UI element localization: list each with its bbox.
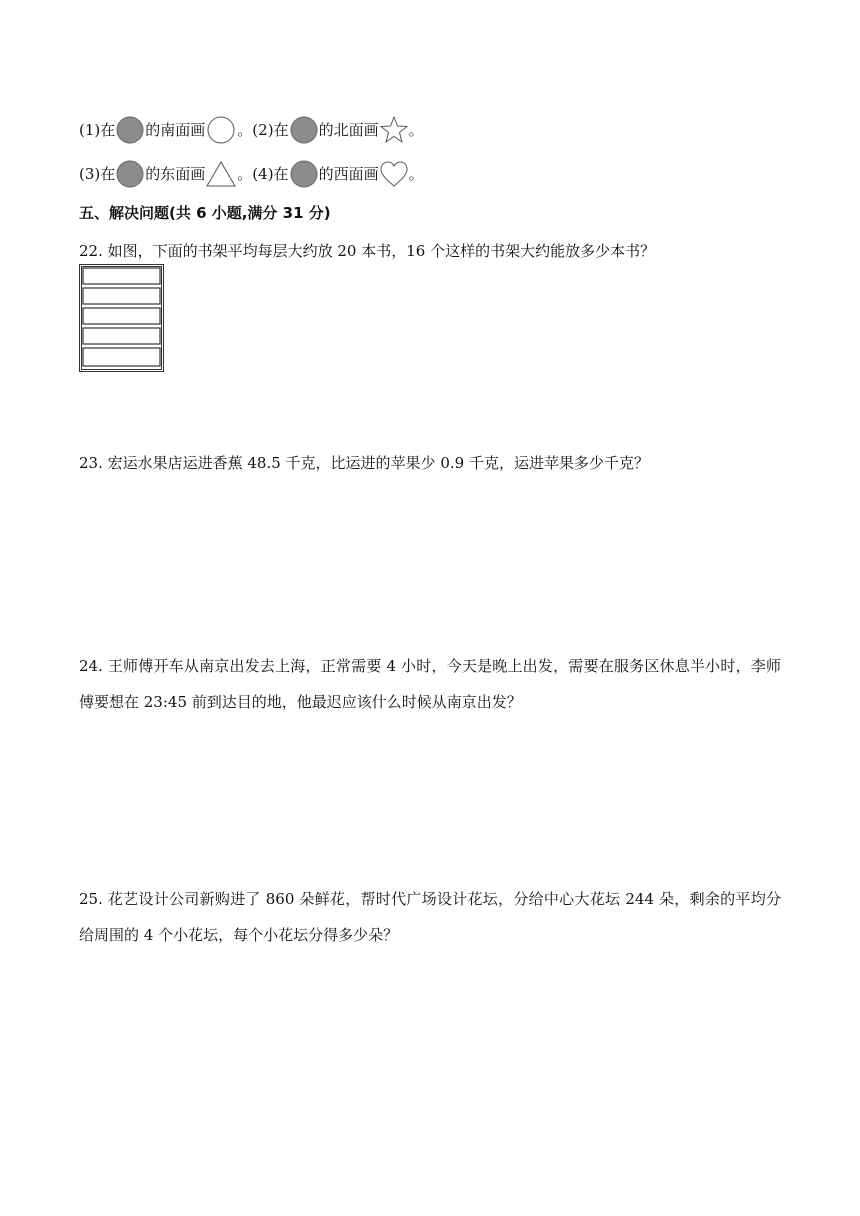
filled-circle-icon [289, 116, 319, 144]
item-3-pre: 在 [100, 165, 116, 183]
question-25: 25. 花艺设计公司新购进了 860 朵鲜花，帮时代广场设计花坛，分给中心大花坛 244 朵，剩余的平均分给周围的 4 个小花坛，每个小花坛分得多少朵？ [79, 890, 781, 944]
question-23: 23. 宏运水果店运进香蕉 48.5 千克，比运进的苹果少 0.9 千克，运进苹果多少千克？ [79, 454, 649, 472]
item-1-post: 的南面画 [145, 121, 206, 139]
bookshelf-figure [79, 264, 164, 372]
item-2-number: (2) [252, 121, 274, 139]
item-3-end: 。 [237, 165, 253, 183]
direction-row-1 [79, 116, 424, 144]
direction-row-2 [79, 160, 424, 188]
item-3-post: 的东面画 [145, 165, 206, 183]
question-24: 24. 王师傅开车从南京出发去上海，正常需要 4 小时，今天是晚上出发，需要在服务区休息半小时，李师傅要想在 23:45 前到达目的地，他最迟应该什么时候从南京出发？ [79, 657, 781, 711]
triangle-outline-icon [205, 160, 237, 188]
item-2-pre: 在 [273, 121, 289, 139]
item-2-post: 的北面画 [318, 121, 379, 139]
section-title: 五、解决问题(共 6 小题,满分 31 分) [79, 204, 331, 222]
item-4-post: 的西面画 [318, 165, 379, 183]
question-22: 22. 如图，下面的书架平均每层大约放 20 本书，16 个这样的书架大约能放多少本书？ [79, 242, 656, 260]
circle-outline-icon [205, 116, 237, 144]
item-4-pre: 在 [273, 165, 289, 183]
item-1-pre: 在 [100, 121, 116, 139]
item-3-number: (3) [79, 165, 101, 183]
item-4-end: 。 [408, 165, 424, 183]
star-outline-icon [379, 116, 409, 144]
item-4-number: (4) [252, 165, 274, 183]
item-1-end: 。 [237, 121, 253, 139]
filled-circle-icon [115, 116, 145, 144]
filled-circle-icon [289, 160, 319, 188]
item-2-end: 。 [408, 121, 424, 139]
filled-circle-icon [115, 160, 145, 188]
heart-outline-icon [379, 160, 409, 188]
item-1-number: (1) [79, 121, 101, 139]
